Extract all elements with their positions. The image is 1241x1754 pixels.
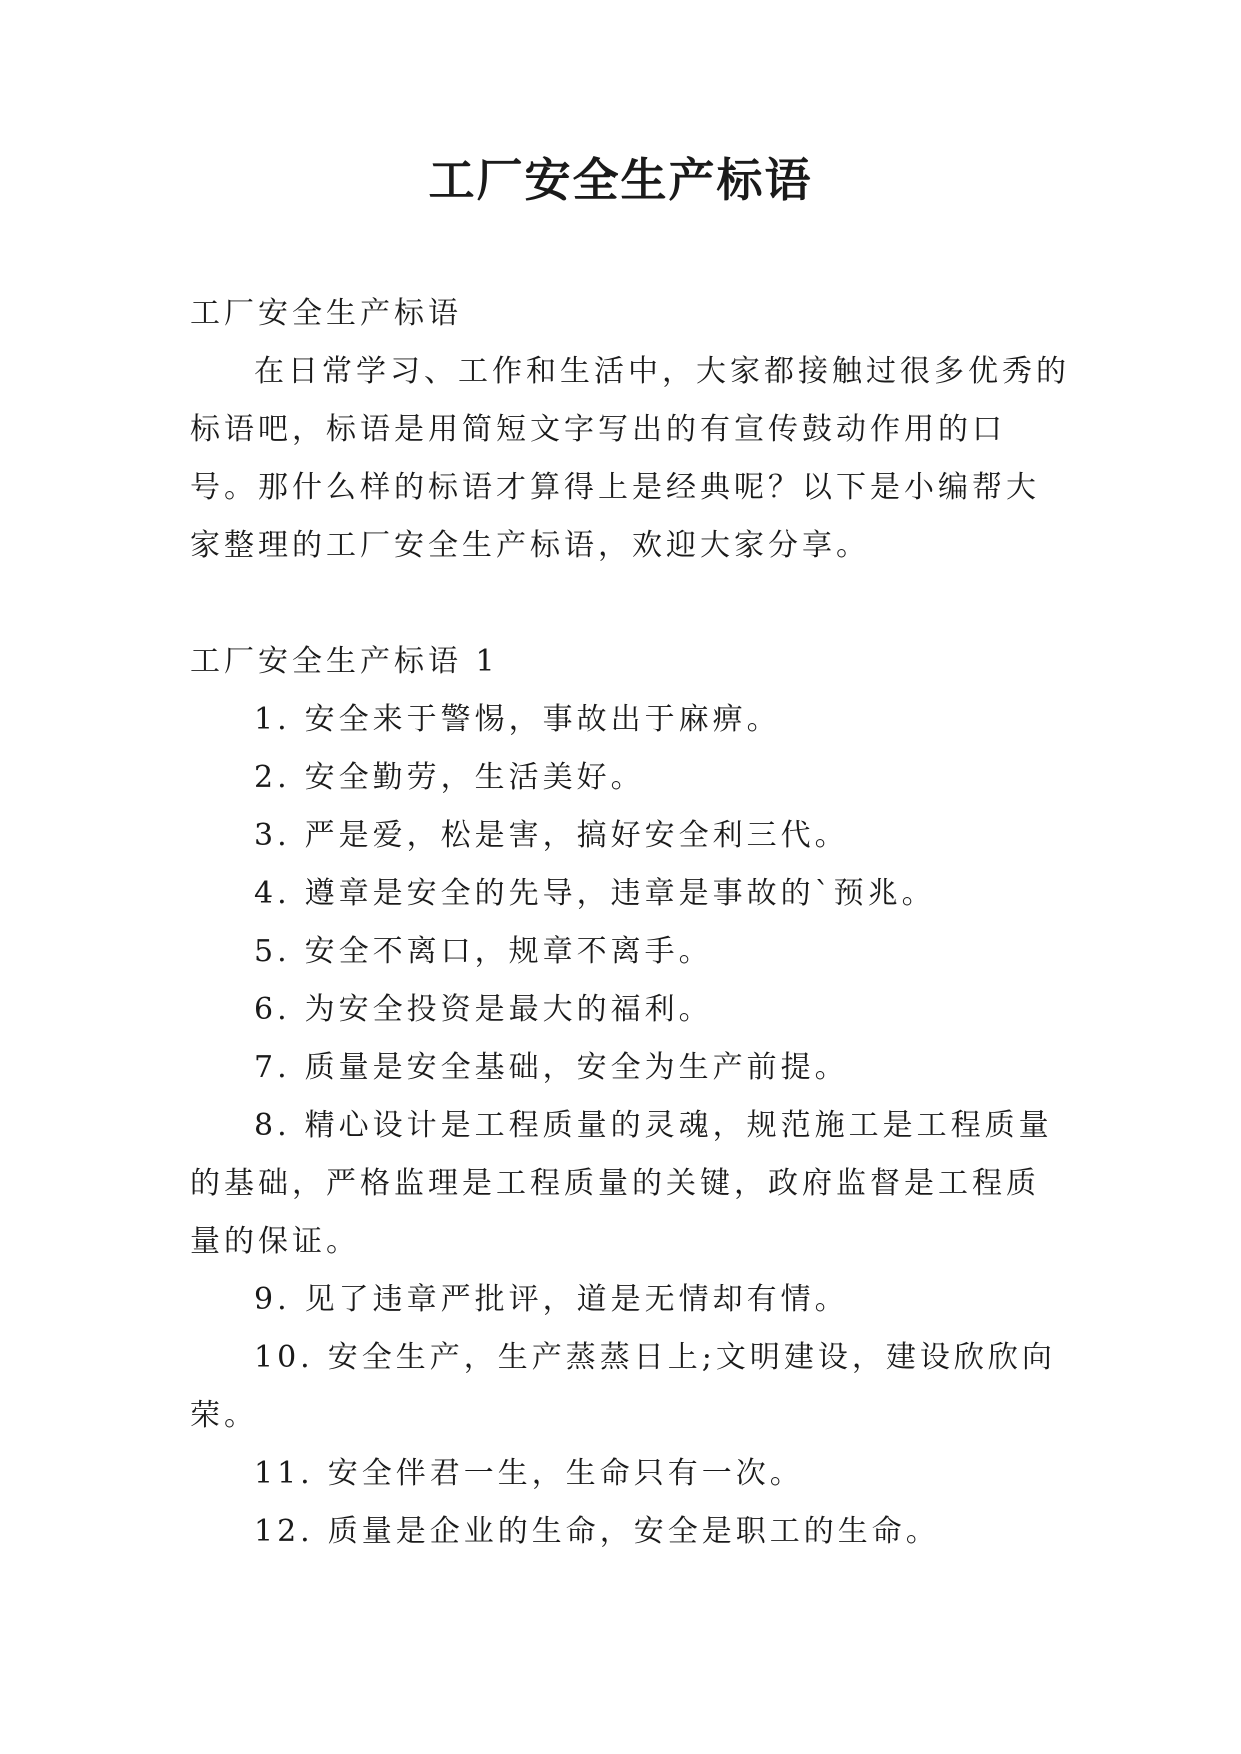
list-item (190, 923, 1070, 981)
list-item (190, 691, 1070, 749)
item-number: 4. (254, 876, 291, 911)
item-number: 3. (254, 818, 291, 853)
list-item (190, 1039, 1070, 1097)
item-number: 8. (254, 1108, 291, 1143)
item-number: 12. (254, 1514, 314, 1549)
intro-paragraph: 在日常学习、工作和生活中，大家都接触过很多优秀的标语吧，标语是用简短文字写出的有宣传鼓动作用的口号。那什么样的标语才算得上是经典呢？以下是小编帮大家整理的工厂安全生产标语，欢迎大家分享。 (190, 354, 1070, 563)
list-item (190, 749, 1070, 807)
item-text: 为安全投资是最大的福利。 (304, 992, 713, 1027)
item-number: 11. (254, 1456, 314, 1491)
paragraph-spacer (190, 575, 1070, 633)
list-item (190, 1097, 1070, 1271)
item-text: 质量是企业的生命，安全是职工的生命。 (327, 1514, 940, 1549)
list-item (190, 865, 1070, 923)
item-number: 7. (254, 1050, 291, 1085)
item-text: 遵章是安全的先导，违章是事故的`预兆。 (304, 876, 936, 911)
item-text: 安全伴君一生，生命只有一次。 (327, 1456, 804, 1491)
item-text: 安全不离口，规章不离手。 (304, 934, 713, 969)
list-item (190, 1329, 1070, 1445)
item-number: 6. (254, 992, 291, 1027)
item-text: 精心设计是工程质量的灵魂，规范施工是工程质量的基础，严格监理是工程质量的关键，政府监督是工程质量的保证。 (190, 1108, 1053, 1259)
list-item (190, 1271, 1070, 1329)
list-item (190, 1503, 1070, 1561)
item-text: 安全勤劳，生活美好。 (304, 760, 645, 795)
list-item (190, 807, 1070, 865)
item-text: 见了违章严批评，道是无情却有情。 (304, 1282, 849, 1317)
item-number: 10. (254, 1340, 314, 1375)
page-title: 工厂安全生产标语 (428, 153, 813, 207)
subtitle: 工厂安全生产标语 (190, 296, 462, 331)
list-item (190, 981, 1070, 1039)
item-number: 9. (254, 1282, 291, 1317)
item-number: 2. (254, 760, 291, 795)
document-body (190, 285, 1070, 1561)
section-heading: 工厂安全生产标语 1 (190, 644, 499, 679)
item-text: 质量是安全基础，安全为生产前提。 (304, 1050, 849, 1085)
item-number: 5. (254, 934, 291, 969)
list-item (190, 1445, 1070, 1503)
item-text: 安全来于警惕，事故出于麻痹。 (304, 702, 781, 737)
item-number: 1. (254, 702, 291, 737)
item-text: 安全生产，生产蒸蒸日上;文明建设，建设欣欣向荣。 (190, 1340, 1056, 1433)
item-text: 严是爱，松是害，搞好安全利三代。 (304, 818, 849, 853)
